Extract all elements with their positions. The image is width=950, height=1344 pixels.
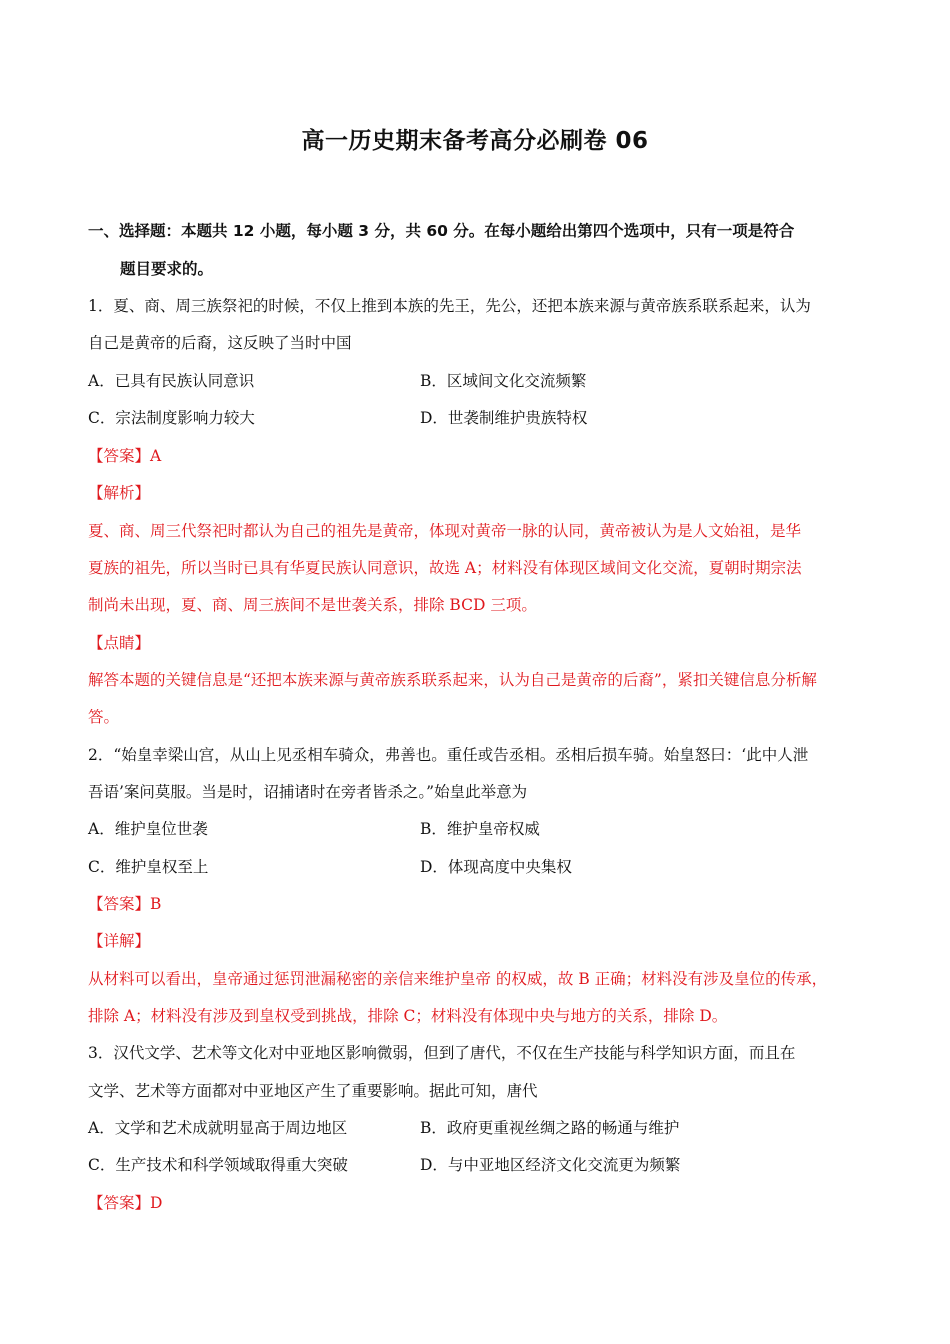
section-heading-cont: 题目要求的。 [120, 260, 214, 278]
q1-analysis: 夏、商、周三代祭祀时都认为自己的祖先是黄帝，体现对黄帝一脉的认同，黄帝被认为是人文始祖，是华 [88, 522, 802, 540]
q3-option-a: A．文学和艺术成就明显高于周边地区 [88, 1119, 348, 1137]
q3-option-b: B．政府更重视丝绸之路的畅通与维护 [420, 1119, 680, 1137]
q1-analysis-cont: 夏族的祖先，所以当时已具有华夏民族认同意识，故选 A；材料没有体现区域间文化交流，夏朝时期宗法 [88, 559, 802, 577]
q2-analysis: 从材料可以看出，皇帝通过惩罚泄漏秘密的亲信来维护皇帝 的权威，故 B 正确；材料没有涉及皇位的传承， [88, 970, 828, 988]
q3-stem: 3．汉代文学、艺术等文化对中亚地区影响微弱，但到了唐代，不仅在生产技能与科学知识方面，而且在 [88, 1044, 796, 1062]
q2-option-b: B．维护皇帝权威 [420, 820, 540, 838]
q1-option-b: B．区域间文化交流频繁 [420, 372, 587, 390]
q1-stem: 1．夏、商、周三族祭祀的时候，不仅上推到本族的先王，先公，还把本族来源与黄帝族系联系起来，认为 [88, 297, 811, 315]
q1-stem-cont: 自己是黄帝的后裔，这反映了当时中国 [88, 334, 352, 352]
q2-answer: 【答案】B [88, 895, 162, 913]
q1-answer: 【答案】A [88, 447, 162, 465]
q1-analysis-cont2: 制尚未出现，夏、商、周三族间不是世袭关系，排除 BCD 三项。 [88, 596, 537, 614]
q1-option-a: A．已具有民族认同意识 [88, 372, 255, 390]
q2-analysis-cont: 排除 A；材料没有涉及到皇权受到挑战，排除 C；材料没有体现中央与地方的关系，排除 D。 [88, 1007, 728, 1025]
q2-stem-cont: 吾语’案问莫服。当是时，诏捕诸时在旁者皆杀之。”始皇此举意为 [88, 783, 528, 801]
section-heading: 一、选择题：本题共 12 小题，每小题 3 分，共 60 分。在每小题给出第四个选项中，只有一项是符合 [88, 222, 795, 240]
q2-stem: 2．“始皇幸梁山宫，从山上见丞相车骑众，弗善也。重任或告丞相。丞相后损车骑。始皇怒曰：‘此中人泄 [88, 746, 809, 764]
q1-option-c: C．宗法制度影响力较大 [88, 409, 255, 427]
q2-option-a: A．维护皇位世袭 [88, 820, 208, 838]
q1-analysis-label: 【解析】 [88, 484, 151, 502]
q3-option-c: C．生产技术和科学领域取得重大突破 [88, 1156, 348, 1174]
q1-tip: 解答本题的关键信息是“还把本族来源与黄帝族系联系起来，认为自己是黄帝的后裔”，紧扣关键信息分析解 [88, 671, 817, 689]
q2-option-c: C．维护皇权至上 [88, 858, 209, 876]
q1-tip-label: 【点睛】 [88, 634, 151, 652]
q3-answer: 【答案】D [88, 1194, 163, 1212]
q2-analysis-label: 【详解】 [88, 932, 151, 950]
q1-option-d: D．世袭制维护贵族特权 [420, 409, 588, 427]
q3-option-d: D．与中亚地区经济文化交流更为频繁 [420, 1156, 681, 1174]
page-title: 高一历史期末备考高分必刷卷 06 [301, 128, 649, 154]
q2-option-d: D．体现高度中央集权 [420, 858, 572, 876]
q1-tip-cont: 答。 [88, 708, 120, 726]
q3-stem-cont: 文学、艺术等方面都对中亚地区产生了重要影响。据此可知，唐代 [88, 1082, 538, 1100]
